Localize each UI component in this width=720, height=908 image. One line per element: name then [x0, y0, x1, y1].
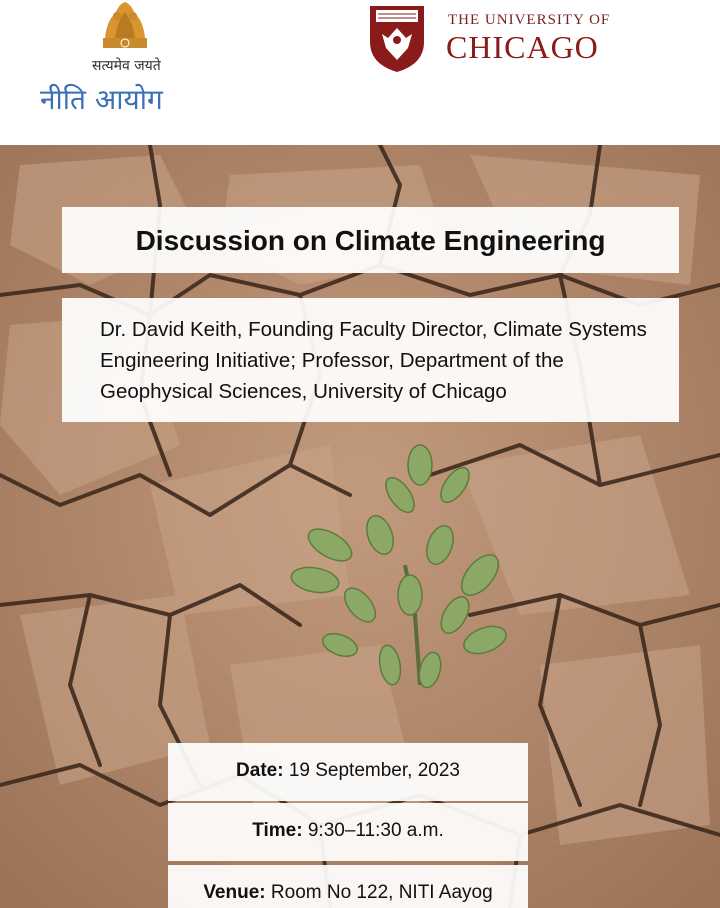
date-line — [168, 760, 528, 782]
university-of-chicago-logo — [368, 4, 638, 76]
header-bar — [0, 0, 720, 145]
motto-text: सत्यमेव जयते — [92, 58, 161, 74]
time-card — [168, 803, 528, 861]
event-title: Discussion on Climate Engineering — [135, 225, 606, 256]
venue-label: Venue: — [203, 882, 266, 903]
speaker-description: Dr. David Keith, Founding Faculty Director, Climate Systems Engineering Initiative; Professor, Department of the Geophysical Sciences, University of Chicago — [100, 318, 647, 403]
date-card — [168, 743, 528, 801]
time-value: 9:30–11:30 a.m. — [307, 820, 444, 841]
uc-shield-icon — [368, 4, 426, 74]
venue-line — [168, 882, 528, 904]
ashoka-emblem-icon — [95, 0, 155, 50]
title-card — [62, 207, 679, 273]
uc-subtitle: THE UNIVERSITY OF — [448, 12, 611, 28]
niti-aayog-name: नीति आयोग — [40, 83, 163, 116]
time-label: Time: — [252, 820, 303, 841]
uc-name: CHICAGO — [446, 29, 599, 65]
venue-card — [168, 865, 528, 908]
date-label: Date: — [236, 760, 284, 781]
speaker-card — [62, 298, 679, 422]
time-line — [168, 820, 528, 842]
date-value: 19 September, 2023 — [288, 760, 460, 781]
venue-value: Room No 122, NITI Aayog — [270, 882, 493, 903]
niti-aayog-logo — [40, 0, 210, 130]
